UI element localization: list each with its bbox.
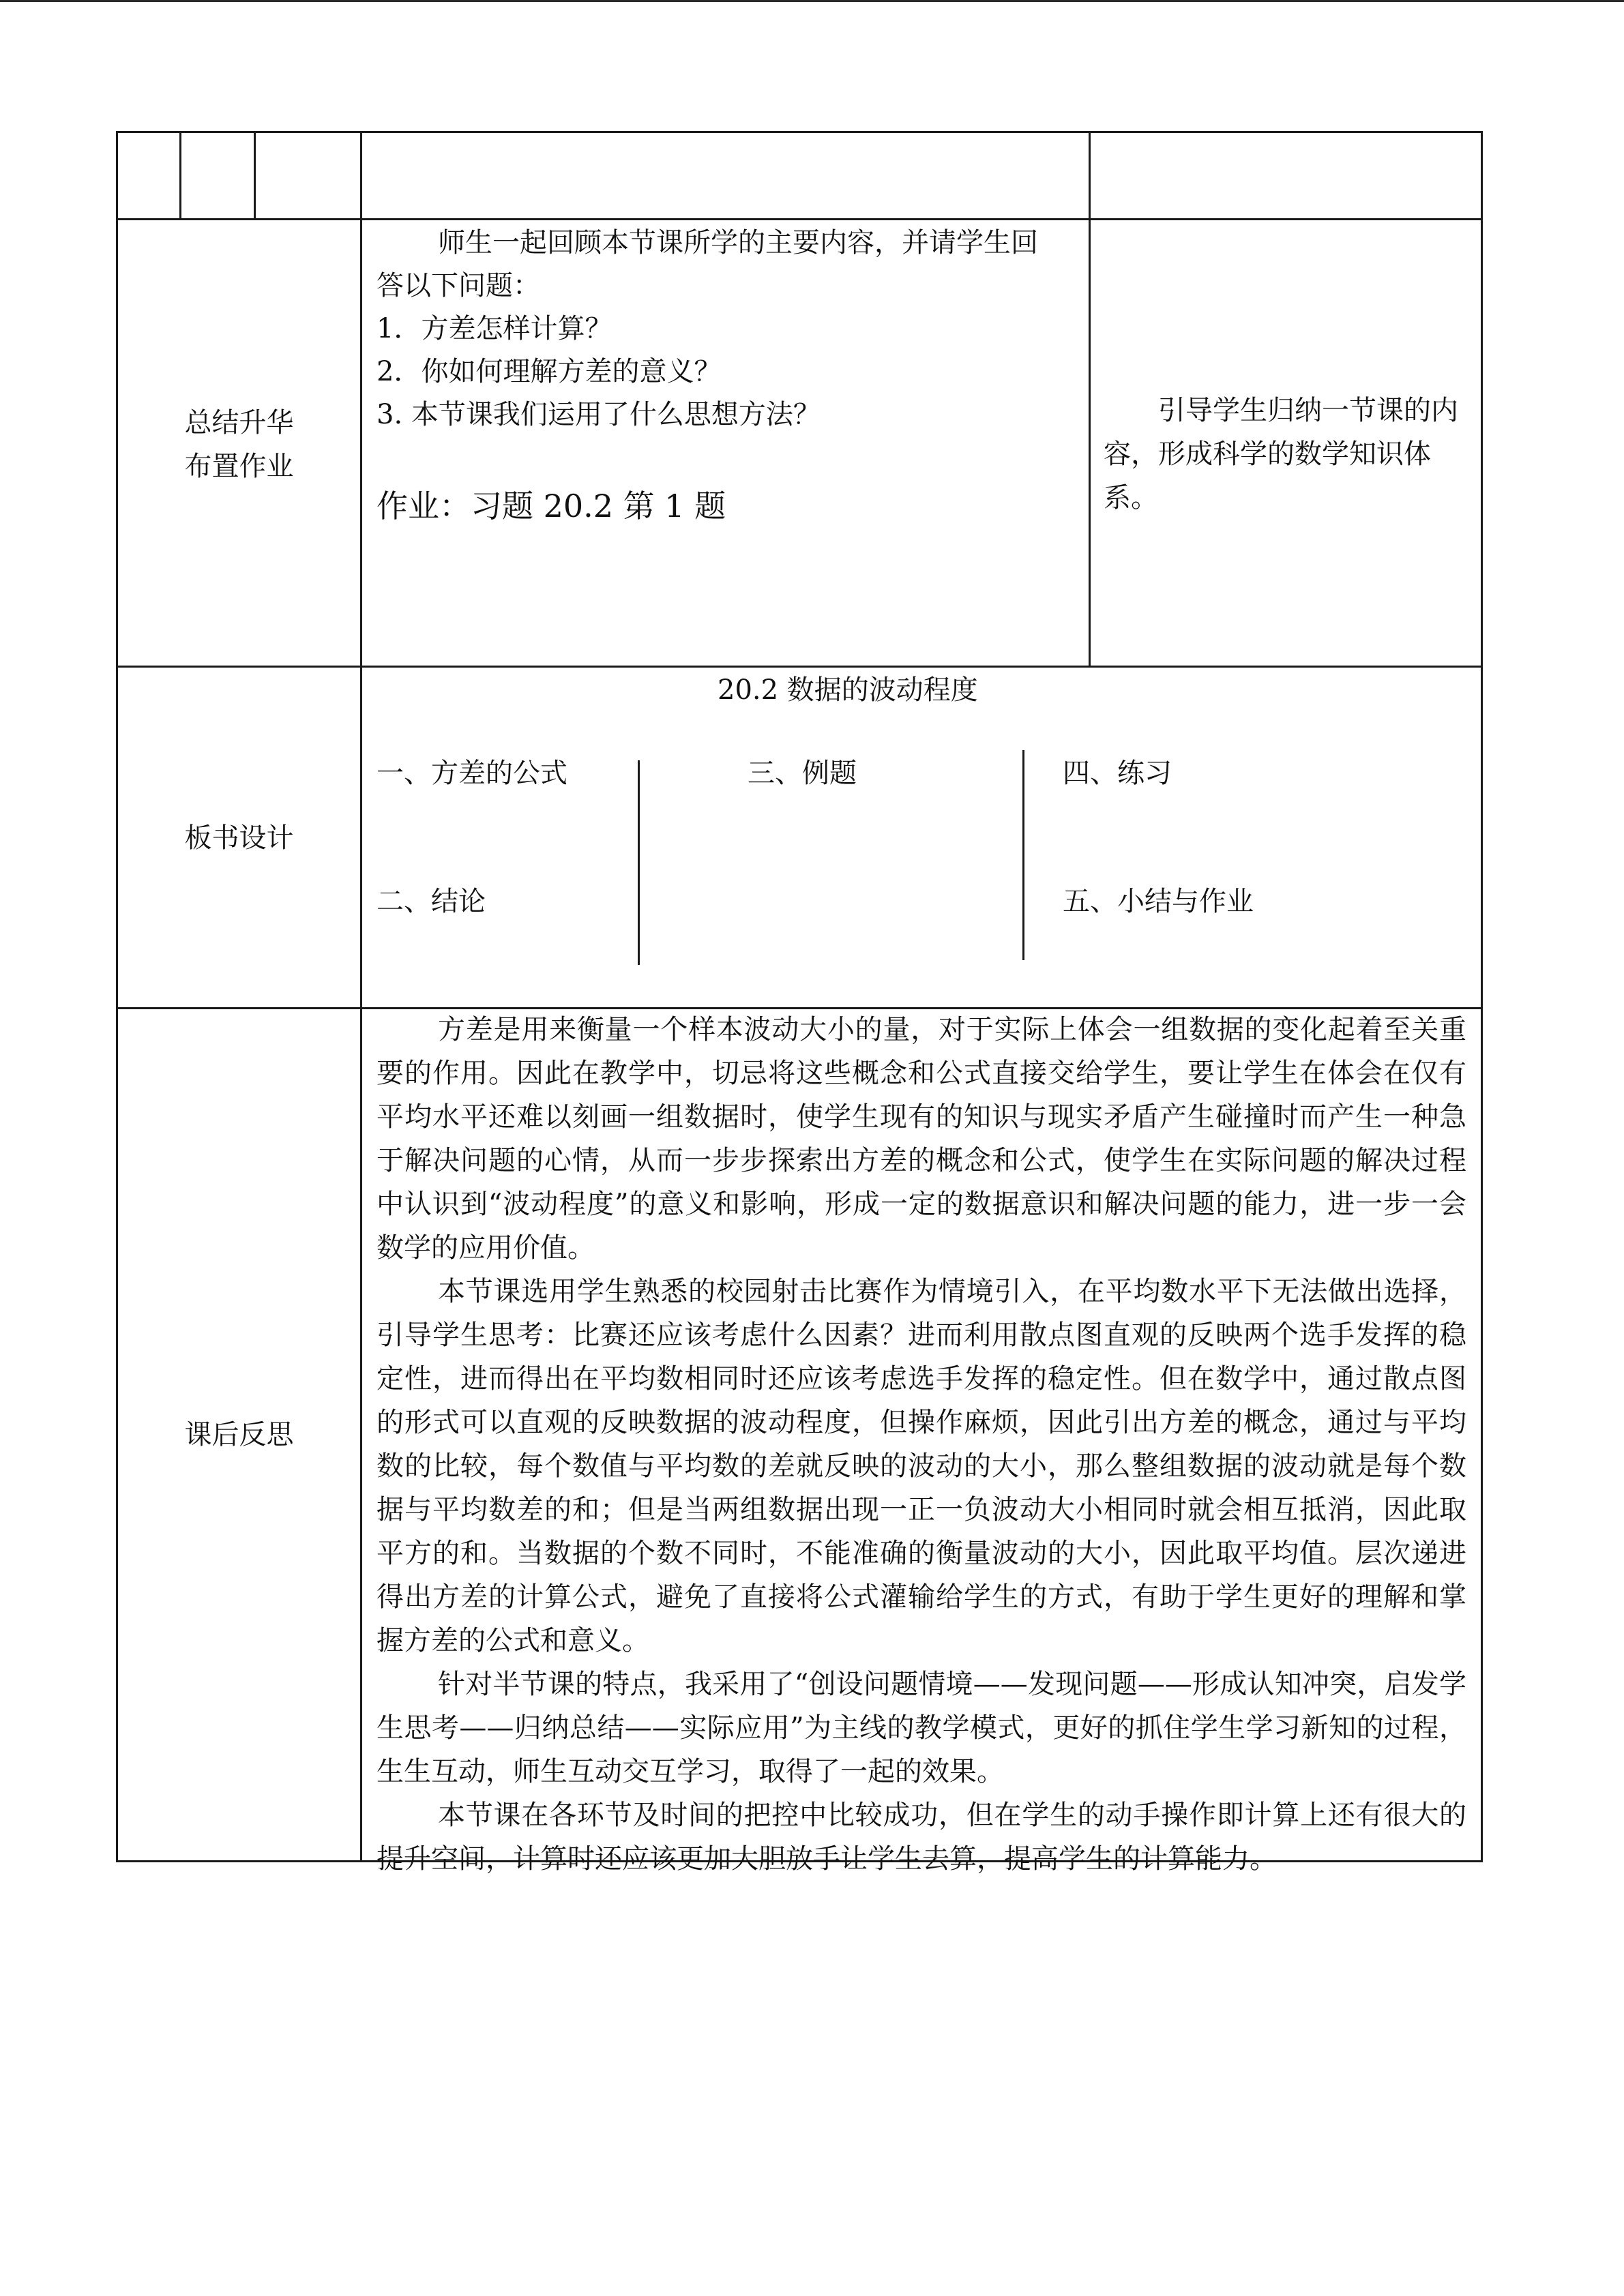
summary-intro-line2: 答以下问题： [377, 270, 540, 301]
reflection-label: 课后反思 [184, 1419, 294, 1450]
summary-label [118, 401, 360, 488]
board-item-2: 二、结论 [377, 886, 486, 917]
row-divider-1 [116, 218, 1483, 220]
summary-label-line2: 布置作业 [184, 451, 294, 482]
summary-intro-line1: 师生一起回顾本节课所学的主要内容，并请学生回 [438, 227, 1038, 258]
summary-homework: 作业：习题 20.2 第 1 题 [377, 488, 726, 524]
table-right-border [1481, 131, 1483, 1862]
summary-question-1: 1．方差怎样计算？ [377, 313, 612, 344]
top-row-sub-border-1 [179, 131, 181, 220]
board-item-5: 五、小结与作业 [1063, 886, 1254, 917]
summary-note [1104, 389, 1458, 520]
board-divider-left [638, 760, 640, 965]
summary-label-line1: 总结升华 [184, 407, 294, 438]
board-title: 20.2 数据的波动程度 [718, 674, 978, 706]
board-item-1: 一、方差的公式 [377, 758, 567, 789]
board-item-3: 三、例题 [748, 758, 857, 789]
reflection-paragraph: 本节课在各环节及时间的把控中比较成功，但在学生的动手操作即计算上还有很大的提升空间，计算时还应该更加大胆放手让学生去算，提高学生的计算能力。 [377, 1800, 1466, 1875]
table-top-border [116, 131, 801, 133]
label-column-border [360, 131, 362, 1862]
summary-question-3: 3. 本节课我们运用了什么思想方法？ [377, 399, 821, 430]
table-left-border [116, 131, 118, 1862]
note-column-border [1089, 131, 1091, 668]
table-top-border-right [801, 131, 1483, 133]
summary-note-text: 引导学生归纳一节课的内容，形成科学的数学知识体系。 [1104, 395, 1458, 513]
reflection-paragraph: 本节课选用学生熟悉的校园射击比赛作为情境引入，在平均数水平下无法做出选择，引导学生思考：比赛还应该考虑什么因素？进而利用散点图直观的反映两个选手发挥的稳定性，进而得出在平均数相同时还应该考虑选手发挥的稳定性。但在数学中，通过散点图的形式可以直观的反映数据的波动程度，但操作麻烦，因此引出方差的概念，通过与平均数的比较，每个数值与平均数的差就反映的波动的大小，那么整组数据的波动就是每个数据与平均数差的和；但是当两组数据出现一正一负波动大小相同时就会相互抵消，因此取平方的和。当数据的个数不同时，不能准确的衡量波动的大小，因此取平均值。层次递进得出方差的计算公式，避免了直接将公式灌输给学生的方式，有助于学生更好的理解和掌握方差的公式和意义。 [377, 1276, 1466, 1656]
row-divider-2 [116, 666, 1483, 668]
summary-question-2: 2．你如何理解方差的意义？ [377, 356, 722, 387]
reflection-paragraph: 方差是用来衡量一个样本波动大小的量，对于实际上体会一组数据的变化起着至关重要的作用。因此在教学中，切忌将这些概念和公式直接交给学生，要让学生在体会在仅有平均水平还难以刻画一组数据时，使学生现有的知识与现实矛盾产生碰撞时而产生一种急于解决问题的心情，从而一步步探索出方差的概念和公式，使学生在实际问题的解决过程中认识到“波动程度”的意义和影响，形成一定的数据意识和解决问题的能力，进一步一会数学的应用价值。 [377, 1014, 1466, 1264]
board-divider-right [1022, 750, 1024, 960]
board-item-4: 四、练习 [1063, 758, 1172, 789]
reflection-text [377, 1008, 1466, 1881]
reflection-paragraph: 针对半节课的特点，我采用了“创设问题情境——发现问题——形成认知冲突，启发学生思考——归纳总结——实际应用”为主线的教学模式，更好的抓住学生学习新知的过程，生生互动，师生互动交互学习，取得了一起的效果。 [377, 1669, 1466, 1787]
board-label: 板书设计 [184, 822, 294, 854]
top-row-sub-border-2 [254, 131, 256, 220]
